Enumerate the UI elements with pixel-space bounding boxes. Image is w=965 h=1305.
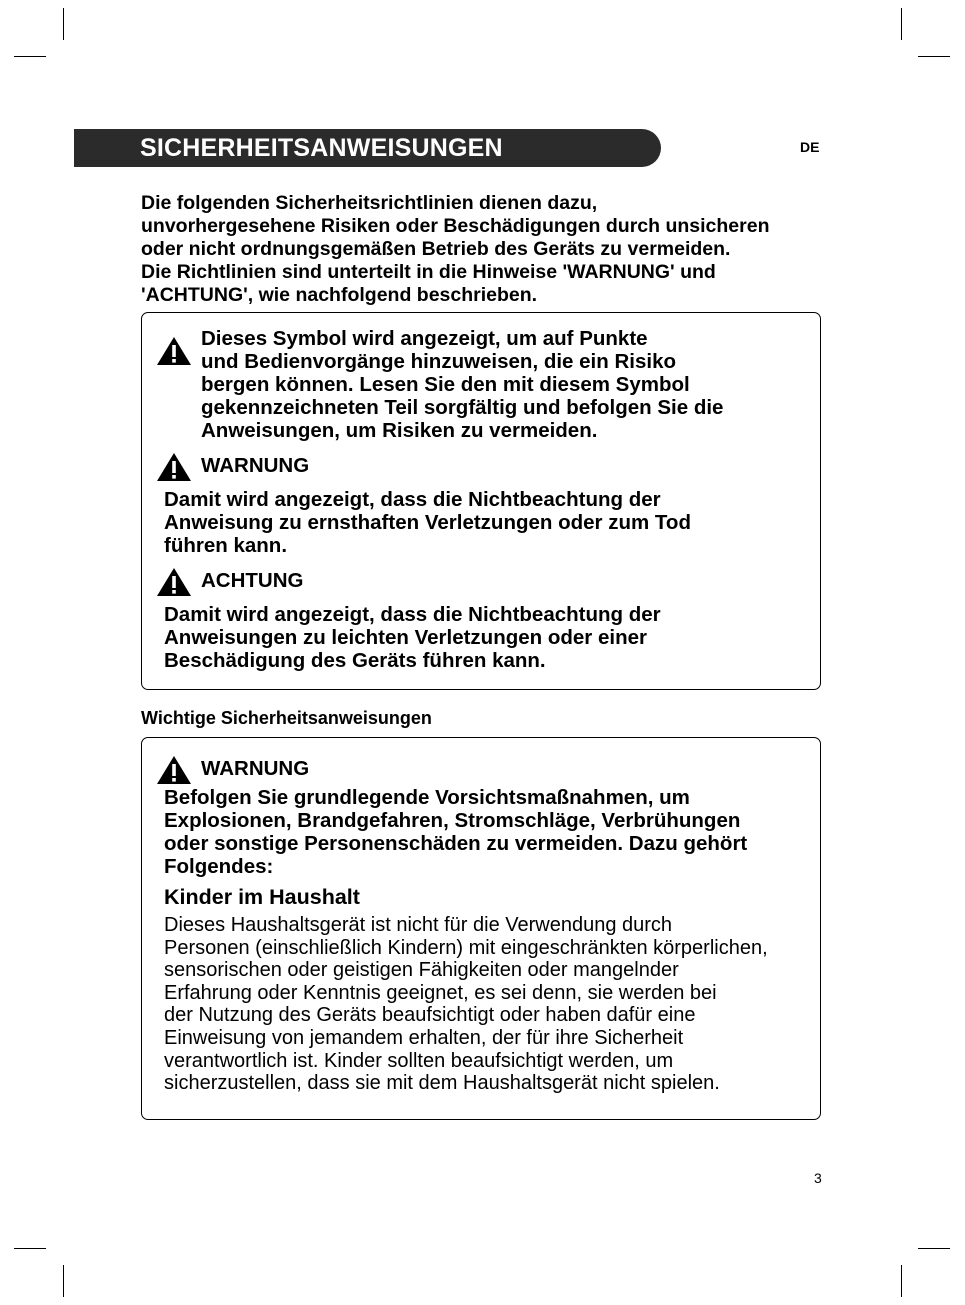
warning-box	[141, 737, 821, 1120]
caution-line: Anweisungen zu leichten Verletzungen oder einer	[164, 626, 647, 649]
crop-mark-top-right-horizontal	[918, 56, 950, 57]
symbol-description	[201, 327, 723, 442]
crop-mark-bottom-right-vertical	[901, 1265, 902, 1297]
children-paragraph	[164, 914, 768, 1095]
subheading-children: Kinder im Haushalt	[164, 885, 360, 909]
crop-mark-bottom-right-horizontal	[918, 1248, 950, 1249]
body-line: Einweisung von jemandem erhalten, der für ihre Sicherheit	[164, 1026, 684, 1049]
body-line: verantwortlich ist. Kinder sollten beaufsichtigt werden, um	[164, 1049, 674, 1072]
warning-triangle-icon	[156, 755, 192, 785]
warning-line: führen kann.	[164, 534, 288, 557]
language-code: DE	[800, 139, 820, 155]
page-title: SICHERHEITSANWEISUNGEN	[140, 134, 503, 162]
symbol-explanation-box	[141, 312, 821, 690]
body-line: sensorischen oder geistigen Fähigkeiten oder mangelnder	[164, 959, 679, 982]
crop-mark-top-left-horizontal	[14, 56, 46, 57]
crop-mark-bottom-left-vertical	[63, 1265, 64, 1297]
body-line: Erfahrung oder Kenntnis geeignet, es sei denn, sie werden bei	[164, 981, 717, 1004]
symbol-line: gekennzeichneten Teil sorgfältig und befolgen Sie die	[201, 396, 724, 419]
intro-paragraph	[141, 192, 831, 307]
caution-line: Beschädigung des Geräts führen kann.	[164, 649, 546, 672]
body-line: Dieses Haushaltsgerät ist nicht für die Verwendung durch	[164, 914, 673, 936]
body-line: Personen (einschließlich Kindern) mit eingeschränkten körperlichen,	[164, 936, 768, 959]
intro-line: oder nicht ordnungsgemäßen Betrieb des Geräts zu vermeiden.	[141, 238, 731, 260]
warning-description	[164, 488, 691, 557]
warning-triangle-icon	[156, 336, 192, 366]
warning-lead	[164, 786, 747, 878]
crop-mark-top-right-vertical	[901, 8, 902, 40]
lead-line: Folgendes:	[164, 855, 274, 878]
caution-line: Damit wird angezeigt, dass die Nichtbeachtung der	[164, 603, 661, 626]
lead-line: oder sonstige Personenschäden zu vermeiden. Dazu gehört	[164, 832, 748, 855]
symbol-line: und Bedienvorgänge hinzuweisen, die ein Risiko	[201, 350, 676, 373]
warning-line: Damit wird angezeigt, dass die Nichtbeachtung der	[164, 488, 661, 511]
crop-mark-top-left-vertical	[63, 8, 64, 40]
intro-line: 'ACHTUNG', wie nachfolgend beschrieben.	[141, 284, 538, 306]
intro-line: Die folgenden Sicherheitsrichtlinien dienen dazu,	[141, 192, 598, 214]
warning-line: Anweisung zu ernsthaften Verletzungen oder zum Tod	[164, 511, 691, 534]
warning-triangle-icon	[156, 452, 192, 482]
warning-label: WARNUNG	[201, 454, 310, 477]
header-bar	[74, 129, 661, 167]
page-number: 3	[814, 1170, 822, 1186]
symbol-line: bergen können. Lesen Sie den mit diesem Symbol	[201, 373, 690, 396]
symbol-line: Dieses Symbol wird angezeigt, um auf Punkte	[201, 327, 648, 350]
caution-label: ACHTUNG	[201, 569, 304, 592]
lead-line: Explosionen, Brandgefahren, Stromschläge, Verbrühungen	[164, 809, 741, 832]
section-heading: Wichtige Sicherheitsanweisungen	[141, 708, 432, 728]
symbol-line: Anweisungen, um Risiken zu vermeiden.	[201, 419, 598, 442]
intro-line: Die Richtlinien sind unterteilt in die Hinweise 'WARNUNG' und	[141, 261, 716, 283]
lead-line: Befolgen Sie grundlegende Vorsichtsmaßnahmen, um	[164, 786, 690, 809]
intro-line: unvorhergesehene Risiken oder Beschädigungen durch unsicheren	[141, 215, 770, 237]
warning-label: WARNUNG	[201, 757, 310, 780]
caution-description	[164, 603, 661, 672]
crop-mark-bottom-left-horizontal	[14, 1248, 46, 1249]
warning-triangle-icon	[156, 567, 192, 597]
body-line: der Nutzung des Geräts beaufsichtigt oder haben dafür eine	[164, 1004, 696, 1027]
body-line: sicherzustellen, dass sie mit dem Haushaltsgerät nicht spielen.	[164, 1072, 720, 1095]
